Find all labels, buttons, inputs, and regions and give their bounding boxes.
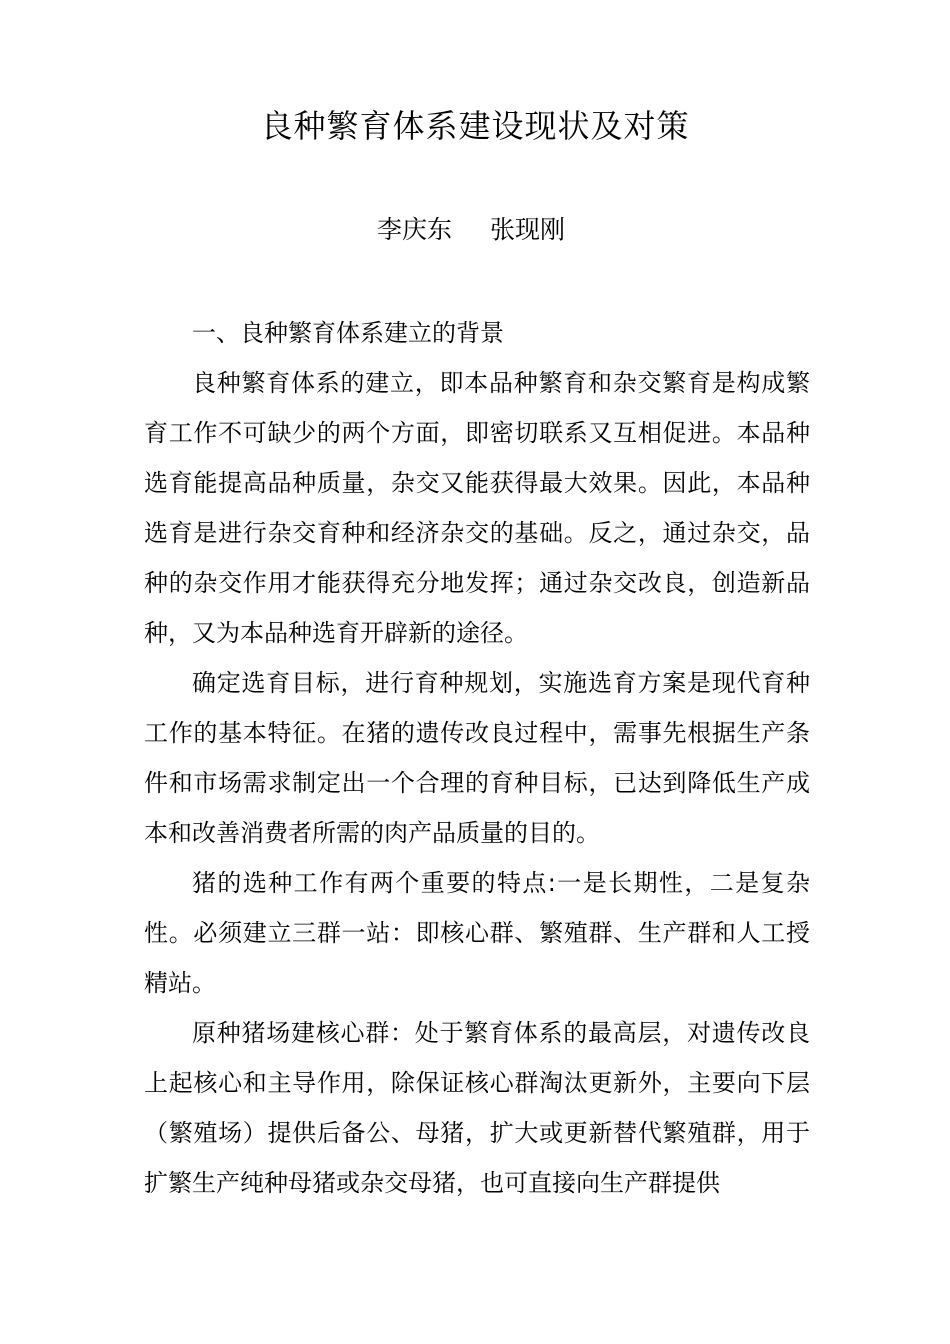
section-heading: 一、良种繁育体系建立的背景 <box>192 319 504 347</box>
paragraph: 确定选育目标，进行育种规划，实施选育方案是现代育种工作的基本特征。在猪的遗传改良过程中，需事先根据生产条件和市场需求制定出一个合理的育种目标，已达到降低生产成本和改善消费者所需的肉产品质量的目的。 <box>144 669 810 847</box>
author-name: 张现刚 <box>490 215 566 244</box>
paragraph: 猪的选种工作有两个重要的特点:一是长期性，二是复杂性。必须建立三群一站：即核心群、繁殖群、生产群和人工授精站。 <box>144 869 810 997</box>
document-body <box>144 308 810 1208</box>
paragraph: 原种猪场建核心群：处于繁育体系的最高层，对遗传改良上起核心和主导作用，除保证核心群淘汰更新外，主要向下层（繁殖场）提供后备公、母猪，扩大或更新替代繁殖群，用于扩繁生产纯种母猪或杂交母猪，也可直接向生产群提供 <box>144 1019 810 1197</box>
paragraph: 良种繁育体系的建立，即本品种繁育和杂交繁育是构成繁育工作不可缺少的两个方面，即密切联系又互相促进。本品种选育能提高品种质量，杂交又能获得最大效果。因此，本品种选育是进行杂交育种和经济杂交的基础。反之，通过杂交，品种的杂交作用才能获得充分地发挥；通过杂交改良，创造新品种，又为本品种选育开辟新的途径。 <box>144 369 810 647</box>
document-title: 良种繁育体系建设现状及对策 <box>260 107 690 145</box>
author-name: 李庆东 <box>377 215 453 244</box>
author-line <box>377 212 565 248</box>
